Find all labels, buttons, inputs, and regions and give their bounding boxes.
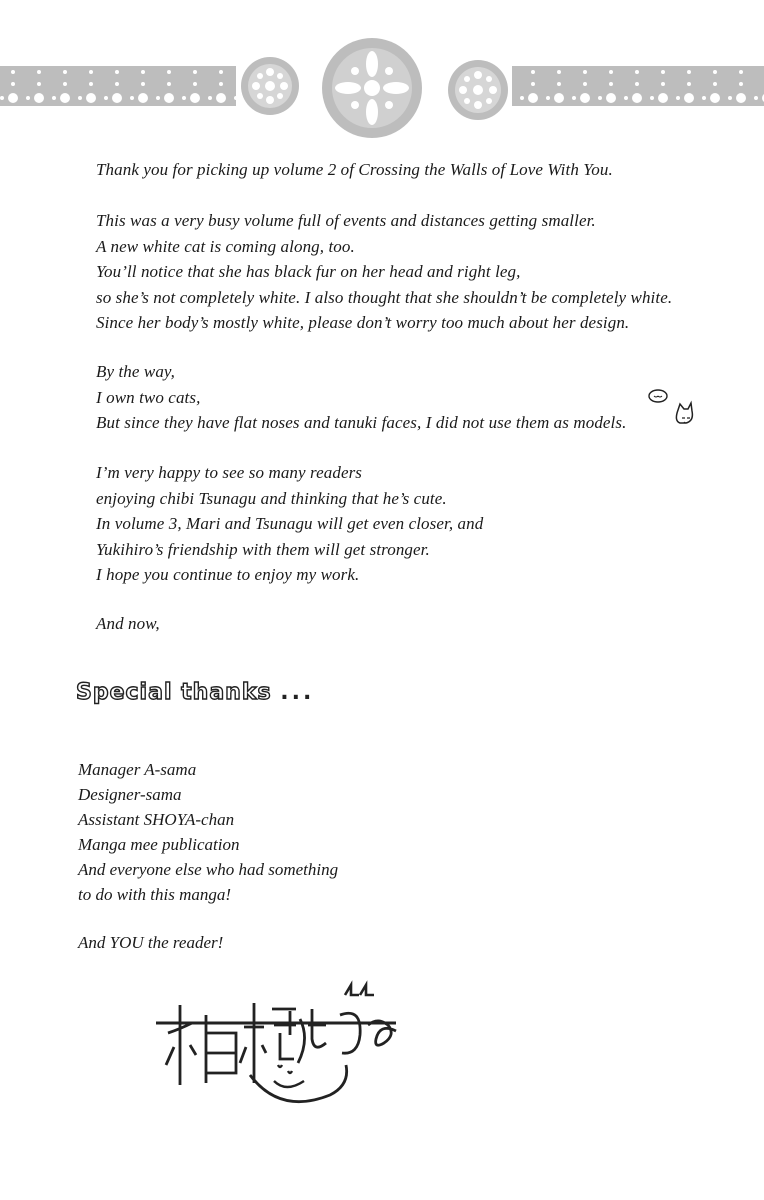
paragraph-line: enjoying chibi Tsunagu and thinking that he’s cute. <box>96 488 447 508</box>
lace-flower-large-center <box>322 38 422 138</box>
paragraph-line: I hope you continue to enjoy my work. <box>96 565 360 584</box>
closing-line: And YOU the reader! <box>78 933 224 952</box>
paragraph-line: This was a very busy volume full of events and distances getting smaller. <box>96 211 596 230</box>
paragraph-line: Yukihiro’s friendship with them will get stronger. <box>96 539 430 559</box>
cat-face-doodle-icon <box>644 388 694 434</box>
paragraph-line: A new white cat is coming along, too. <box>96 236 355 256</box>
special-thanks-dots: ... <box>280 680 315 705</box>
paragraph-line: But since they have flat noses and tanuki faces, I did not use them as models. <box>96 413 627 432</box>
special-thanks-title: Special thanks <box>76 680 272 705</box>
thanks-list-item: Assistant SHOYA-chan <box>78 810 235 829</box>
paragraph-line: so she’s not completely white. I also thought that she shouldn’t be completely white. <box>96 287 673 307</box>
thanks-list <box>78 757 338 907</box>
lace-flower-small-left <box>241 57 299 115</box>
lace-strip-right <box>512 66 764 106</box>
and-now-text <box>96 611 160 637</box>
and-now-line: And now, <box>96 614 160 633</box>
paragraph-line: Since her body’s mostly white, please don’t worry too much about her design. <box>96 313 630 332</box>
paragraph-own-cats <box>96 359 626 436</box>
thanks-list-item: Designer-sama <box>78 785 182 804</box>
lace-strip-left <box>0 66 236 106</box>
paragraph-new-cat <box>96 208 672 336</box>
thanks-list-item: And everyone else who had something <box>78 860 339 879</box>
lace-flower-small-right <box>448 60 508 120</box>
thanks-list-item: Manager A-sama <box>78 760 197 779</box>
intro-line: Thank you for picking up volume 2 of Crossing the Walls of Love With You. <box>96 160 613 179</box>
lace-border-decoration <box>0 38 764 138</box>
special-thanks-heading <box>76 680 314 705</box>
thanks-list-item: Manga mee publication <box>78 835 240 854</box>
paragraph-line: You’ll notice that she has black fur on her head and right leg, <box>96 262 521 281</box>
paragraph-line: I own two cats, <box>96 387 201 407</box>
signature-text: 柚樹ちひろ <box>150 975 155 976</box>
author-signature <box>150 975 410 1115</box>
paragraph-line: I’m very happy to see so many readers <box>96 463 363 482</box>
paragraph-readers <box>96 460 483 588</box>
paragraph-line: In volume 3, Mari and Tsunagu will get even closer, and <box>96 514 484 533</box>
paragraph-line: By the way, <box>96 362 175 381</box>
thanks-list-item: to do with this manga! <box>78 885 232 904</box>
intro-text <box>96 157 613 183</box>
